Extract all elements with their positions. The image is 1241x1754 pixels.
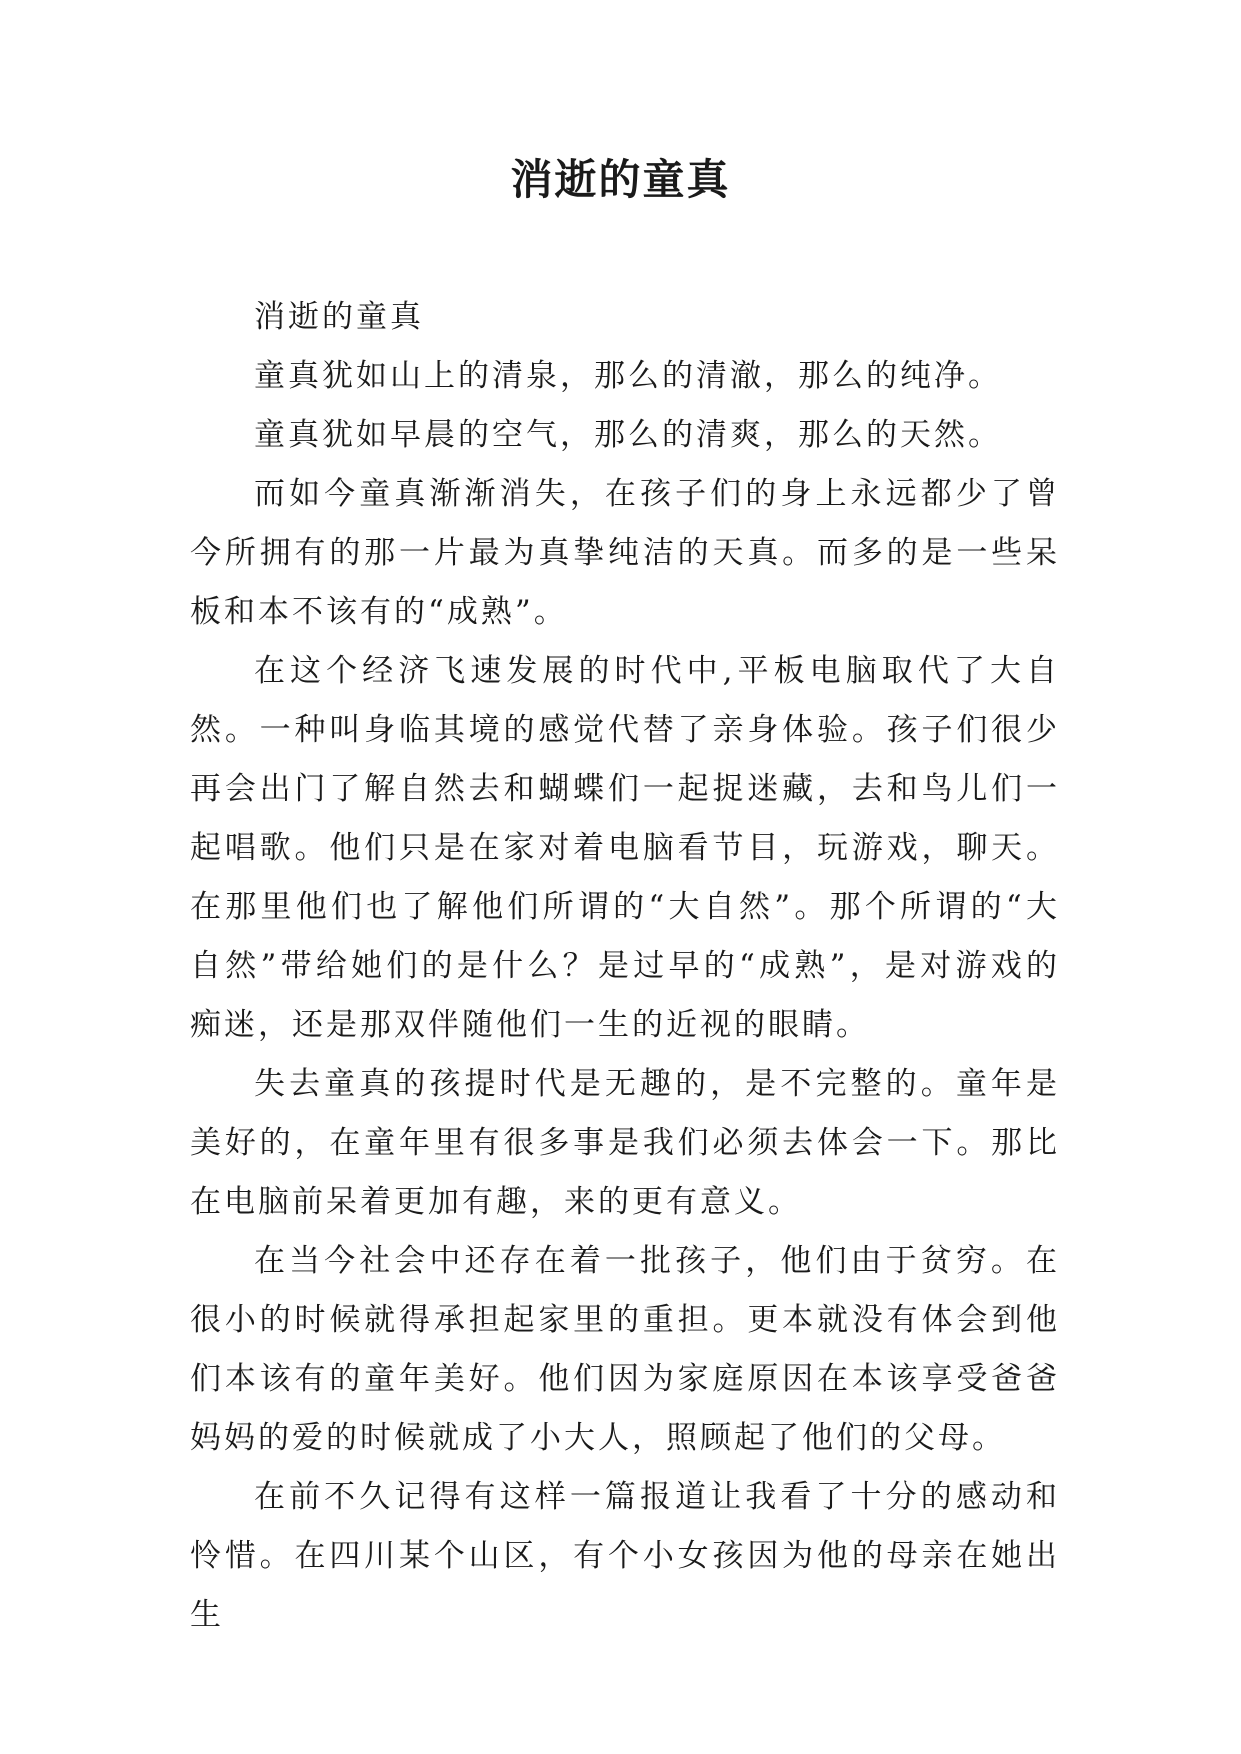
paragraph: 在前不久记得有这样一篇报道让我看了十分的感动和怜惜。在四川某个山区，有个小女孩因为他的母亲在她出生 — [190, 1479, 1060, 1633]
paragraph: 消逝的童真 — [254, 299, 424, 335]
paragraph: 在当今社会中还存在着一批孩子，他们由于贫穷。在很小的时候就得承担起家里的重担。更本就没有体会到他们本该有的童年美好。他们因为家庭原因在本该享受爸爸妈妈的爱的时候就成了小大人，照顾起了他们的父母。 — [190, 1243, 1060, 1456]
paragraph: 童真犹如山上的清泉，那么的清澈，那么的纯净。 — [254, 358, 1002, 394]
document-body — [190, 288, 1060, 1645]
paragraph: 而如今童真渐渐消失，在孩子们的身上永远都少了曾今所拥有的那一片最为真挚纯洁的天真。而多的是一些呆板和本不该有的“成熟”。 — [190, 476, 1060, 630]
document-title: 消逝的童真 — [510, 155, 731, 204]
paragraph: 在这个经济飞速发展的时代中,平板电脑取代了大自然。一种叫身临其境的感觉代替了亲身体验。孩子们很少再会出门了解自然去和蝴蝶们一起捉迷藏，去和鸟儿们一起唱歌。他们只是在家对着电脑看节目，玩游戏，聊天。在那里他们也了解他们所谓的“大自然”。那个所谓的“大自然”带给她们的是什么？是过早的“成熟”，是对游戏的痴迷，还是那双伴随他们一生的近视的眼睛。 — [190, 653, 1060, 1043]
paragraph: 失去童真的孩提时代是无趣的，是不完整的。童年是美好的，在童年里有很多事是我们必须去体会一下。那比在电脑前呆着更加有趣，来的更有意义。 — [190, 1066, 1060, 1220]
paragraph: 童真犹如早晨的空气，那么的清爽，那么的天然。 — [254, 417, 1002, 453]
